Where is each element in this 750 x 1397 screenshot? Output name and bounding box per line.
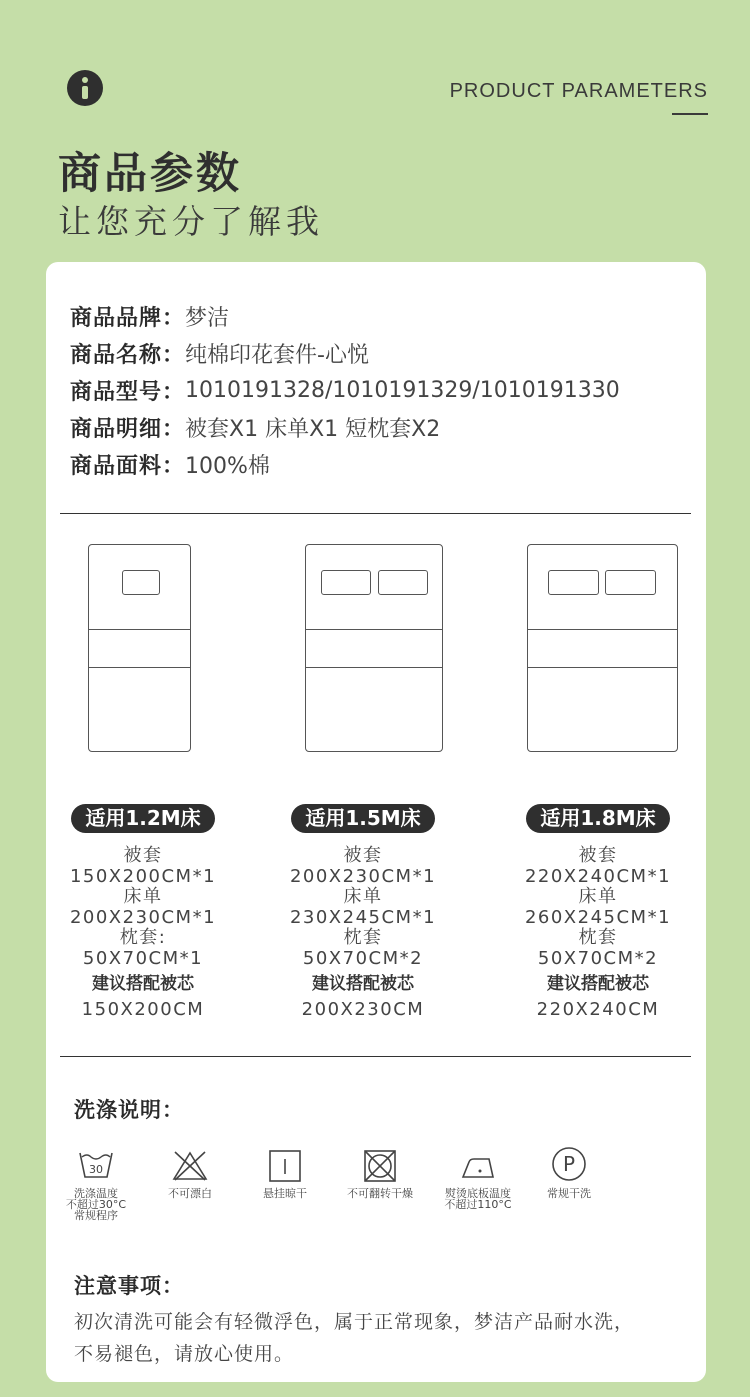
param-value: 纯棉印花套件-心悦 <box>185 343 369 368</box>
pillow-icon <box>378 570 428 595</box>
page-title: 商品参数 <box>58 149 242 199</box>
spec-line: 床单 <box>578 886 618 907</box>
spec-line: 230X245CM*1 <box>289 906 437 928</box>
spec-line: 被套 <box>578 845 618 866</box>
bed-1.8m-diagram <box>527 544 678 752</box>
wash-title: 洗涤说明： <box>74 1098 184 1122</box>
wash-label: 不超过110°C <box>444 1198 512 1211</box>
spec-line: 50X70CM*2 <box>537 947 659 969</box>
spec-line: 床单 <box>123 886 163 907</box>
no-bleach-icon <box>172 1150 208 1182</box>
info-icon <box>67 70 103 106</box>
hang-dry-icon <box>268 1150 302 1182</box>
spec-line: 枕套 <box>343 927 383 948</box>
size-badge: 适用1.8M床 <box>526 804 669 833</box>
core-label: 建议搭配被芯 <box>92 974 194 994</box>
size-column-1.2m <box>43 804 243 1020</box>
wash-label: 不超过30°C <box>65 1198 127 1211</box>
wash-label: 洗涤温度 <box>74 1187 118 1200</box>
param-label: 商品型号： <box>70 380 186 405</box>
wash-label: 常规程序 <box>74 1209 118 1222</box>
spec-line: 200X230CM*1 <box>69 906 217 928</box>
iron-icon <box>460 1150 496 1182</box>
size-badge: 适用1.2M床 <box>71 804 214 833</box>
spec-line: 220X240CM*1 <box>524 865 672 887</box>
spec-line: 260X245CM*1 <box>524 906 672 928</box>
pillow-icon <box>321 570 371 595</box>
wash-label: 常规干洗 <box>547 1187 591 1200</box>
spec-line: 床单 <box>343 886 383 907</box>
wash-30-item <box>46 1150 146 1221</box>
page-subtitle: 让您充分了解我 <box>58 202 324 241</box>
pillow-icon <box>122 570 160 595</box>
core-label: 建议搭配被芯 <box>547 974 649 994</box>
no-bleach-item <box>140 1150 240 1199</box>
spec-line: 50X70CM*2 <box>302 947 424 969</box>
param-label: 商品品牌： <box>70 306 186 331</box>
hang-dry-item <box>235 1150 335 1199</box>
param-value: 被套X1 床单X1 短枕套X2 <box>185 417 441 442</box>
param-row-brand <box>70 298 620 335</box>
param-value: 1010191328/1010191329/1010191330 <box>185 378 620 403</box>
iron-item <box>428 1150 528 1210</box>
svg-text:30: 30 <box>89 1163 103 1176</box>
param-row-model <box>70 372 620 409</box>
no-tumble-dry-item <box>330 1150 430 1199</box>
param-row-fabric <box>70 446 620 483</box>
spec-line: 被套 <box>123 845 163 866</box>
spec-line: 50X70CM*1 <box>82 947 204 969</box>
wash-label: 熨烫底板温度 <box>445 1187 511 1200</box>
notice-title: 注意事项： <box>74 1274 184 1298</box>
divider <box>60 1056 691 1057</box>
bed-1.2m-diagram <box>88 544 191 752</box>
wash-label: 不可漂白 <box>168 1187 212 1200</box>
wash-30-icon <box>78 1150 114 1180</box>
wash-label: 不可翻转干燥 <box>347 1187 413 1200</box>
wash-label: 悬挂晾干 <box>263 1187 307 1200</box>
param-value: 100%棉 <box>185 454 270 479</box>
spec-line: 150X200CM*1 <box>69 865 217 887</box>
spec-line: 枕套 <box>578 927 618 948</box>
param-row-detail <box>70 409 620 446</box>
param-row-name <box>70 335 620 372</box>
spec-line: 200X230CM*1 <box>289 865 437 887</box>
svg-text:P: P <box>562 1152 576 1176</box>
spec-line: 被套 <box>343 845 383 866</box>
size-column-1.8m <box>498 804 698 1020</box>
dry-clean-item <box>519 1146 619 1199</box>
no-tumble-dry-icon <box>363 1150 397 1182</box>
param-list <box>70 298 620 483</box>
size-column-1.5m <box>263 804 463 1020</box>
en-title: PRODUCT PARAMETERS <box>449 80 708 102</box>
core-size: 220X240CM <box>536 999 660 1020</box>
size-badge: 适用1.5M床 <box>291 804 434 833</box>
title-underline <box>672 113 708 115</box>
dry-clean-p-icon <box>551 1146 587 1182</box>
pillow-icon <box>548 570 599 595</box>
param-value: 梦洁 <box>185 306 230 331</box>
divider <box>60 513 691 514</box>
param-label: 商品面料： <box>70 454 186 479</box>
core-label: 建议搭配被芯 <box>312 974 414 994</box>
core-size: 150X200CM <box>81 999 205 1020</box>
core-size: 200X230CM <box>301 999 425 1020</box>
param-label: 商品名称： <box>70 343 186 368</box>
param-label: 商品明细： <box>70 417 186 442</box>
content-card <box>46 262 706 1382</box>
spec-line: 枕套: <box>119 927 167 948</box>
notice-text: 初次清洗可能会有轻微浮色，属于正常现象，梦洁产品耐水洗，不易褪色，请放心使用。 <box>74 1311 635 1365</box>
bed-1.5m-diagram <box>305 544 443 752</box>
pillow-icon <box>605 570 656 595</box>
